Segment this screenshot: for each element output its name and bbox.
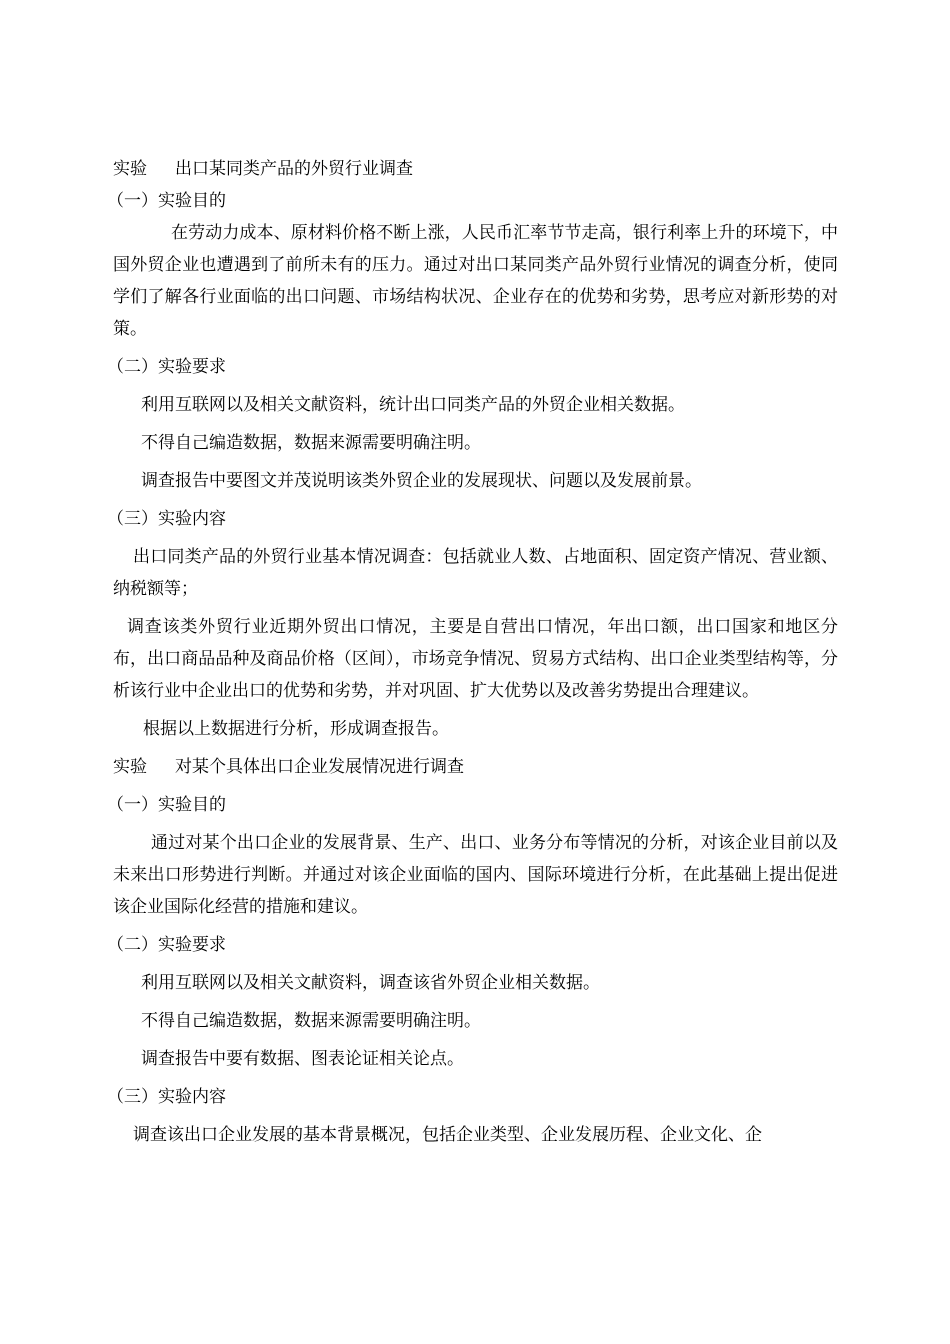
experiment2-goal-text: 通过对某个出口企业的发展背景、生产、出口、业务分布等情况的分析，对该企业目前以及未来出口形势进行判断。并通过对该企业面临的国内、国际环境进行分析，在此基础上提出促进该企业国际化经营的措施和建议。	[113, 833, 838, 917]
experiment1-req-item: 调查报告中要图文并茂说明该类外贸企业的发展现状、问题以及发展前景。	[141, 471, 702, 491]
experiment2-req-item: 利用互联网以及相关文献资料，调查该省外贸企业相关数据。	[141, 973, 600, 993]
experiment1-goal-heading: （一）实验目的	[107, 191, 226, 211]
experiment1-title-text: 出口某同类产品的外贸行业调查	[175, 159, 413, 179]
experiment1-goal-text: 在劳动力成本、原材料价格不断上涨，人民币汇率节节走高，银行利率上升的环境下，中国外贸企业也遭遇到了前所未有的压力。通过对出口某同类产品外贸行业情况的调查分析，使同学们了解各行业面临的出口问题、市场结构状况、企业存在的优势和劣势，思考应对新形势的对策。	[113, 223, 838, 339]
experiment2-title-prefix: 实验	[113, 757, 147, 777]
experiment1-req-item: 利用互联网以及相关文献资料，统计出口同类产品的外贸企业相关数据。	[141, 395, 685, 415]
experiment1-title	[113, 153, 838, 185]
experiment1-content-p3: 根据以上数据进行分析，形成调查报告。	[143, 719, 449, 739]
experiment2-goal-heading: （一）实验目的	[107, 795, 226, 815]
document-body	[107, 153, 838, 1151]
experiment2-req-item: 调查报告中要有数据、图表论证相关论点。	[141, 1049, 464, 1069]
experiment2-content-heading: （三）实验内容	[107, 1087, 226, 1107]
experiment1-req-item: 不得自己编造数据，数据来源需要明确注明。	[141, 433, 481, 453]
experiment1-content-p1: 出口同类产品的外贸行业基本情况调查：包括就业人数、占地面积、固定资产情况、营业额、纳税额等；	[113, 547, 838, 599]
experiment1-content-p2: 调查该类外贸行业近期外贸出口情况，主要是自营出口情况，年出口额，出口国家和地区分布，出口商品品种及商品价格（区间），市场竞争情况、贸易方式结构、出口企业类型结构等，分析该行业中企业出口的优势和劣势，并对巩固、扩大优势以及改善劣势提出合理建议。	[113, 617, 838, 701]
experiment2-title	[113, 751, 838, 783]
experiment1-content-heading: （三）实验内容	[107, 509, 226, 529]
experiment1-title-prefix: 实验	[113, 159, 147, 179]
experiment1-req-heading: （二）实验要求	[107, 357, 226, 377]
experiment2-content-p1: 调查该出口企业发展的基本背景概况，包括企业类型、企业发展历程、企业文化、企	[133, 1125, 762, 1145]
experiment2-req-item: 不得自己编造数据，数据来源需要明确注明。	[141, 1011, 481, 1031]
experiment2-title-text: 对某个具体出口企业发展情况进行调查	[175, 757, 464, 777]
experiment2-req-heading: （二）实验要求	[107, 935, 226, 955]
